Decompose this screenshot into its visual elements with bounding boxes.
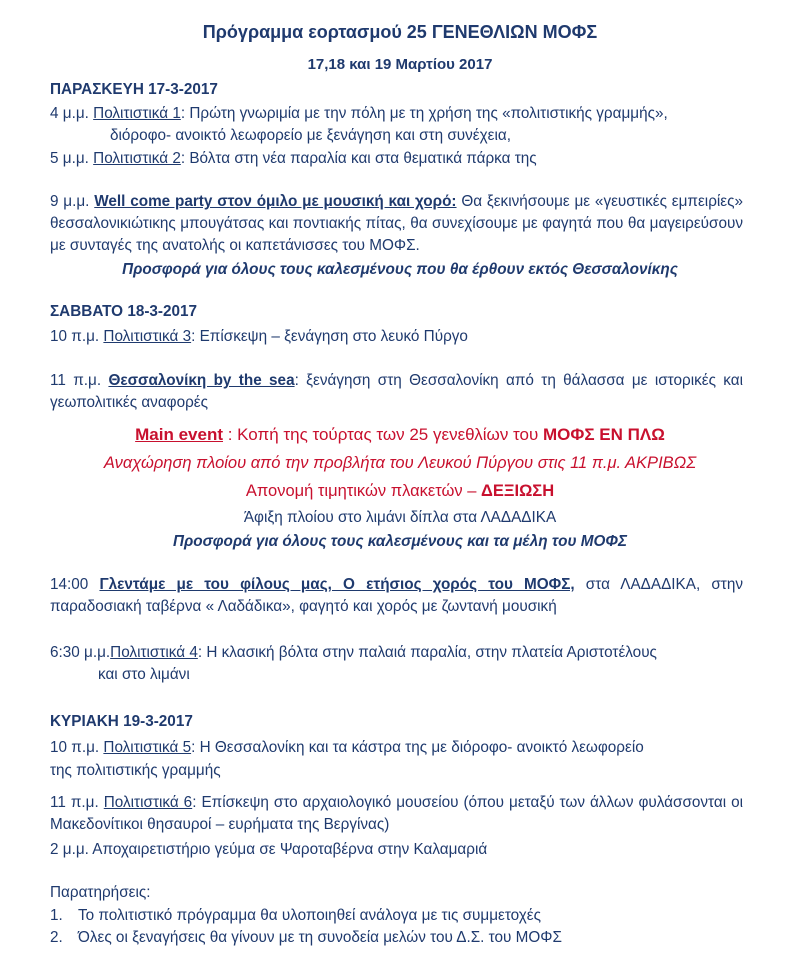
item-text: Θα ξεκινήσουμε με «γευστικές εμπειρίες» θεσσαλονικιώτικης μπουγάτσας και ποντιακής πίτας, θα συνεχίσουμε με φαγητά που θα μαγειρεύσουν με συνταγές της ανατολής οι καπετάνισσες του ΜΟΦΣ. — [50, 193, 744, 254]
main-event — [0, 423, 800, 447]
friday-party — [50, 191, 743, 257]
item-text: : Η Θεσσαλονίκη και τα κάστρα της με διόροφο- ανοικτό λεωφορείο — [191, 739, 644, 756]
item-time: 11 π.μ. — [50, 372, 109, 389]
saturday-sea-tour — [50, 370, 743, 414]
item-label: Πολιτιστικά 2 — [93, 150, 181, 167]
page-title: Πρόγραμμα εορτασμού 25 ΓΕΝΕΘΛΙΩΝ ΜΟΦΣ — [202, 22, 598, 42]
friday-item-2 — [50, 148, 743, 170]
note-text: Όλες οι ξεναγήσεις θα γίνουν με τη συνοδεία μελών του Δ.Σ. του ΜΟΦΣ — [78, 929, 562, 946]
saturday-heading: ΣΑΒΒΑΤΟ 18-3-2017 — [50, 303, 198, 320]
item-text: στα ΛΑΔΑΔΙΚΑ, στην παραδοσιακή ταβέρνα « Λαδάδικα», φαγητό και χορός με ζωντανή μουσική — [50, 576, 743, 615]
awards — [0, 479, 800, 503]
item-label: Γλεντάμε με του φίλους μας, Ο ετήσιος χορός του ΜΟΦΣ, — [99, 576, 575, 593]
item-text: : Πρώτη γνωριμία με την πόλη με τη χρήση της «πολιτιστικής γραμμής», — [180, 105, 668, 122]
sunday-item-5-cont: της πολιτιστικής γραμμής — [50, 762, 221, 779]
item-time: 10 π.μ. — [50, 328, 104, 345]
friday-item-1 — [50, 103, 743, 125]
friday-item-1-cont: διόροφο- ανοικτό λεωφορείο με ξενάγηση και στη συνέχεια, — [110, 127, 511, 144]
event-dates: 17,18 και 19 Μαρτίου 2017 — [307, 56, 493, 73]
item-time: 5 μ.μ. — [50, 150, 94, 167]
awards-text: Απονομή τιμητικών πλακετών – — [245, 482, 481, 500]
saturday-item-3 — [50, 326, 743, 348]
sunday-heading: ΚΥΡΙΑΚΗ 19-3-2017 — [50, 713, 193, 730]
saturday-item-4-cont: και στο λιμάνι — [98, 666, 190, 683]
item-time: 4 μ.μ. — [50, 105, 94, 122]
note-text: Το πολιτιστικό πρόγραμμα θα υλοποιηθεί ανάλογα με τις συμμετοχές — [78, 907, 541, 924]
notes-heading: Παρατηρήσεις: — [50, 884, 151, 901]
main-event-highlight: ΜΟΦΣ ΕΝ ΠΛΩ — [543, 425, 665, 444]
item-label: Πολιτιστικά 5 — [103, 739, 192, 756]
friday-heading: ΠΑΡΑΣΚΕΥΗ 17-3-2017 — [50, 81, 218, 98]
item-label: Πολιτιστικά 4 — [110, 644, 198, 661]
item-label: Θεσσαλονίκη by the sea — [108, 372, 295, 389]
main-event-text: : Κοπή της τούρτας των 25 γενεθλίων του — [223, 425, 543, 444]
item-text: : Επίσκεψη – ξενάγηση στο λευκό Πύργο — [191, 328, 468, 345]
sunday-item-6 — [50, 792, 743, 836]
item-text: : ξενάγηση στη Θεσσαλονίκη από τη θάλασσα με ιστορικές και γεωπολιτικές αναφορές — [50, 372, 743, 411]
item-time: 9 μ.μ. — [50, 193, 95, 210]
item-time: 14:00 — [50, 576, 100, 593]
item-text: : Επίσκεψη στο αρχαιολογικό μουσείου (όπου μεταξύ των άλλων φυλάσσονται οι Μακεδονίτικοι θησαυροί – ευρήματα της Βεργίνας) — [50, 794, 744, 833]
saturday-offer: Προσφορά για όλους τους καλεσμένους και τα μέλη του ΜΟΦΣ — [173, 533, 627, 550]
note-number: 2. — [50, 929, 63, 946]
item-text: : Βόλτα στη νέα παραλία και στα θεματικά πάρκα της — [180, 150, 537, 167]
note-number: 1. — [50, 907, 63, 924]
ship-departure: Αναχώρηση πλοίου από την προβλήτα του Λευκού Πύργου στις 11 π.μ. ΑΚΡΙΒΩΣ — [103, 454, 697, 472]
saturday-item-4 — [50, 642, 743, 664]
note-item — [50, 927, 743, 949]
item-label: Well come party στον όμιλο με μουσική και χορό: — [94, 193, 457, 210]
friday-offer: Προσφορά για όλους τους καλεσμένους που θα έρθουν εκτός Θεσσαλονίκης — [122, 261, 678, 278]
sunday-lunch: 2 μ.μ. Αποχαιρετιστήριο γεύμα σε Ψαροταβέρνα στην Καλαμαριά — [50, 841, 488, 858]
item-label: Πολιτιστικά 3 — [103, 328, 192, 345]
note-item — [50, 905, 743, 927]
item-time: 10 π.μ. — [50, 739, 104, 756]
awards-highlight: ΔΕΞΙΩΣΗ — [481, 482, 555, 500]
ship-arrival: Άφιξη πλοίου στο λιμάνι δίπλα στα ΛΑΔΑΔΙΚΑ — [243, 509, 557, 526]
saturday-dance — [50, 574, 743, 618]
item-label: Πολιτιστικά 1 — [93, 105, 181, 122]
main-event-label: Main event — [135, 425, 223, 444]
item-text: : Η κλασική βόλτα στην παλαιά παραλία, στην πλατεία Αριστοτέλους — [197, 644, 657, 661]
sunday-item-5 — [50, 737, 743, 759]
item-time: 11 π.μ. — [50, 794, 104, 811]
item-label: Πολιτιστικά 6 — [103, 794, 193, 811]
item-time: 6:30 μ.μ. — [50, 644, 111, 661]
